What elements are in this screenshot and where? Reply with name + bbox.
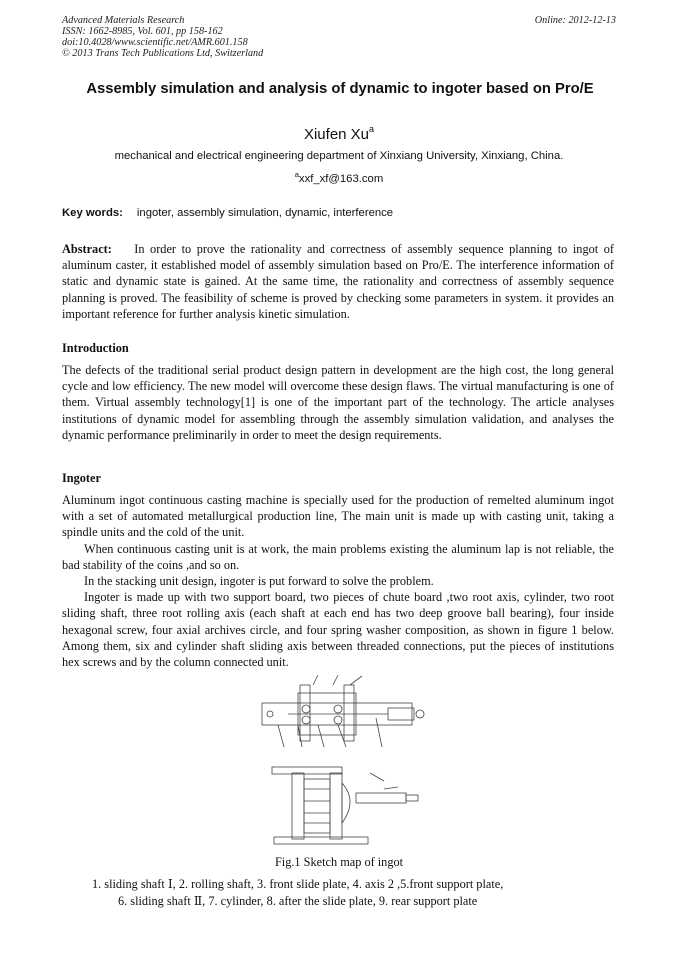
- keywords-text: ingoter, assembly simulation, dynamic, interference: [136, 207, 394, 219]
- ingot-sketch-figure: [258, 673, 428, 853]
- journal-header: [62, 15, 616, 59]
- legend-line-2: 6. sliding shaft Ⅱ, 7. cylinder, 8. after the slide plate, 9. rear support plate: [118, 893, 478, 908]
- journal-name: Advanced Materials Research: [62, 15, 185, 26]
- figure-caption: Fig.1 Sketch map of ingot: [274, 855, 404, 869]
- email-sup: a: [294, 170, 299, 179]
- journal-issn: ISSN: 1662-8985, Vol. 601, pp 158-162: [62, 26, 223, 37]
- abstract: [62, 241, 614, 322]
- ingoter-p1: Aluminum ingot continuous casting machine is specially used for the production of remelted aluminum ingot with a set of automated metallurgical production line, The main unit is made up with casting unit, taking a spindle units and the cold of the unit.: [62, 493, 614, 540]
- abstract-text: In order to prove the rationality and correctness of assembly sequence planning to ingot of aluminum caster, it established model of assembly simulation based on Pro/E. The interference information of static and dynamic state is gained. At the same time, the rationality and correctness of assembly sequence planning is proved. The feasibility of scheme is proved by checking some parameters in system. it provides an important reference for further analysis kinetic simulation.: [62, 242, 615, 321]
- top-view-drawing: [262, 675, 424, 747]
- introduction-text: The defects of the traditional serial product design pattern in development are the high cost, the long general cycle and low efficiency. The new model will overcome these design flaws. The virtual manufacturing is one of them. Virtual assembly technology[1] is one of the important part of the technology. The article analyses institutions of dynamic model for assembling through the assembly simulation validation, and analyses the dynamic performance preliminarily in order to meet the design requirements.: [62, 363, 614, 442]
- email-address: xxf_xf@163.com: [298, 173, 384, 185]
- ingoter-p2: When continuous casting unit is at work, the main problems existing the aluminum lap is not reliable, the bad stability of the coins ,and so on.: [62, 541, 614, 572]
- ingoter-body: [62, 492, 614, 670]
- ingoter-p3: In the stacking unit design, ingoter is put forward to solve the problem.: [84, 574, 434, 589]
- affiliation: mechanical and electrical engineering department of Xinxiang University, Xinxiang, China.: [114, 150, 564, 162]
- introduction-heading: Introduction: [62, 341, 129, 355]
- email-line: [0, 170, 678, 185]
- paper-title: Assembly simulation and analysis of dynamic to ingoter based on Pro/E: [86, 81, 594, 97]
- figure-legend: [62, 876, 614, 909]
- keywords: [62, 207, 618, 219]
- keywords-label: Key words:: [62, 207, 123, 219]
- online-date: Online: 2012-12-13: [534, 15, 616, 26]
- author: [0, 124, 678, 143]
- legend-line-1: 1. sliding shaft Ⅰ, 2. rolling shaft, 3. front slide plate, 4. axis 2 ,5.front support plate,: [92, 877, 504, 891]
- author-sup: a: [369, 124, 375, 134]
- journal-doi: doi:10.4028/www.scientific.net/AMR.601.158: [62, 37, 248, 48]
- abstract-label: Abstract:: [62, 242, 112, 256]
- ingoter-p4: Ingoter is made up with two support board, two pieces of chute board ,two root axis, cylinder, two root sliding shaft, three root rolling axis (each shaft at each end has two deep groove ball bearing), four inside hexagonal screw, four axial archives circle, and four spring washer composition, as shown in figure 1 below. Among them, six and cylinder shaft sliding axis between threaded connections, put the pieces of institutions hex screws and by the column connected unit.: [62, 590, 614, 670]
- author-name: Xiufen Xu: [303, 126, 370, 143]
- front-view-drawing: [272, 767, 418, 844]
- ingoter-heading: Ingoter: [62, 471, 101, 485]
- journal-copyright: © 2013 Trans Tech Publications Ltd, Switzerland: [62, 48, 264, 59]
